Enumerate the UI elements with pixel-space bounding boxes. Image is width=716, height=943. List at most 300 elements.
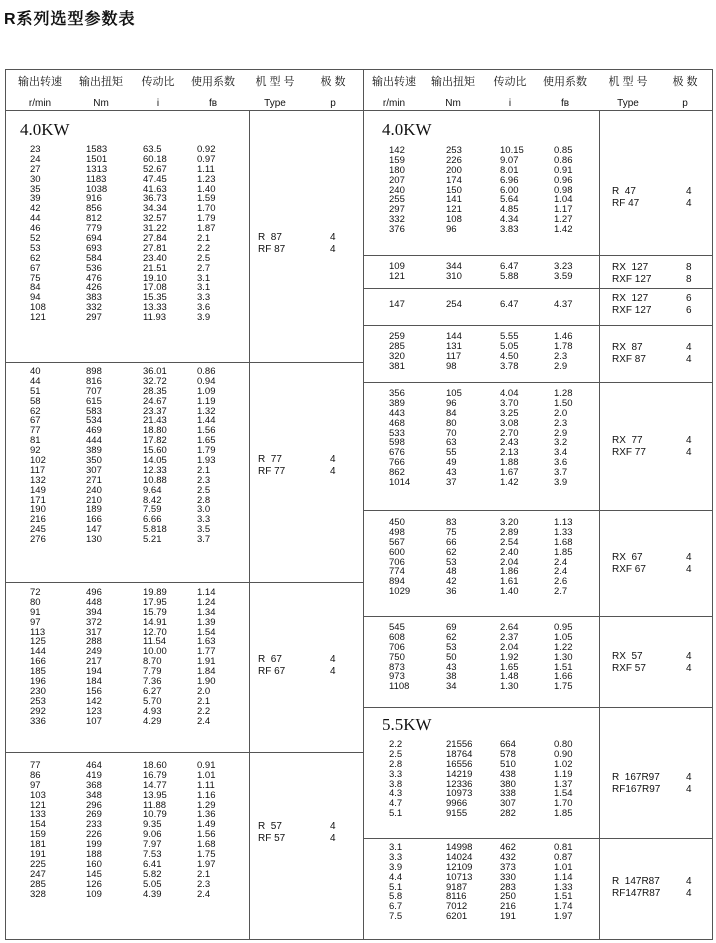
table-cell: 144 (30, 646, 46, 658)
section-heading-left: 4.0KW (20, 120, 70, 139)
pole-count: 4 (330, 454, 336, 465)
pole-count: 4 (686, 447, 692, 458)
right-group-4-torque-column (446, 332, 462, 372)
right-group-7-model (612, 651, 646, 675)
group-rule (5, 582, 363, 583)
table-cell: 3.4 (554, 447, 568, 459)
table-cell: 245 (30, 524, 46, 536)
group-rule (363, 838, 713, 839)
model-name: RXF 87 (612, 354, 646, 365)
model-name: R 147R87 (612, 876, 660, 887)
table-cell: 2.1 (197, 695, 211, 707)
table-cell: 3.7 (554, 467, 568, 479)
table-cell: 443 (389, 407, 405, 419)
right-group-3-factor-column (554, 300, 573, 310)
table-cell: 856 (86, 203, 102, 215)
table-cell: 2.1 (197, 868, 211, 880)
table-cell: 253 (446, 145, 462, 156)
table-cell: 4.7 (389, 798, 403, 810)
left-group-2-poles (330, 454, 336, 478)
table-cell: 62 (30, 405, 41, 417)
table-cell: 63 (446, 437, 457, 449)
table-cell: 50 (446, 651, 457, 663)
table-cell: 4.39 (143, 888, 162, 900)
table-cell: 7.36 (143, 676, 162, 688)
left-group-2-speed-column (30, 367, 46, 545)
table-cell: 1.13 (554, 517, 573, 528)
table-cell: 3.7 (197, 534, 211, 546)
table-cell: 14.77 (143, 779, 167, 791)
table-cell: 0.97 (197, 153, 216, 165)
table-cell: 2.4 (197, 888, 211, 900)
table-cell: 69 (446, 622, 457, 633)
table-cell: 774 (389, 566, 405, 578)
table-cell: 80 (30, 596, 41, 608)
table-cell: 2.0 (197, 685, 211, 697)
right-group-3-torque-column (446, 300, 462, 310)
right-group-5-torque-column (446, 389, 462, 488)
table-cell: 2.8 (197, 494, 211, 506)
table-cell: 11.93 (143, 312, 167, 324)
table-cell: 2.89 (500, 526, 519, 538)
table-cell: 1.30 (554, 651, 573, 663)
table-cell: 181 (30, 839, 46, 851)
table-cell: 55 (446, 447, 457, 459)
table-cell: 113 (30, 626, 46, 638)
table-cell: 141 (446, 194, 462, 206)
right-group-6-poles (686, 552, 692, 576)
table-cell: 30 (30, 173, 41, 185)
table-cell: 247 (30, 868, 46, 880)
pole-count: 4 (330, 666, 336, 677)
pole-count: 4 (686, 784, 692, 795)
table-cell: 159 (389, 154, 405, 166)
table-cell: 1.78 (554, 340, 573, 352)
left-model-divider (249, 110, 250, 582)
table-cell: 583 (86, 405, 102, 417)
table-cell: 5.64 (500, 194, 519, 206)
table-cell: 1.40 (500, 586, 519, 598)
table-cell: 7.59 (143, 504, 162, 516)
model-name: R 167R97 (612, 772, 660, 783)
table-cell: 108 (30, 302, 46, 314)
table-cell: 4.34 (500, 214, 519, 226)
table-cell: 2.2 (197, 705, 211, 717)
table-cell: 41.63 (143, 183, 167, 195)
table-cell: 48 (446, 566, 457, 578)
table-cell: 2.3 (554, 417, 568, 429)
table-cell: 476 (86, 272, 102, 284)
table-cell: 77 (30, 760, 41, 771)
table-cell: 96 (446, 397, 457, 409)
table-cell: 6.66 (143, 514, 162, 526)
table-cell: 3.5 (197, 524, 211, 536)
table-cell: 62 (446, 631, 457, 643)
left-group-2-model (258, 454, 285, 478)
table-cell: 10.00 (143, 646, 167, 658)
table-cell: 1.85 (554, 546, 573, 558)
table-cell: 16.79 (143, 769, 167, 781)
table-cell: 5.88 (500, 270, 519, 282)
table-cell: 2.43 (500, 437, 519, 449)
table-cell: 3.83 (500, 224, 519, 236)
table-cell: 23.37 (143, 405, 167, 417)
table-cell: 6.41 (143, 858, 162, 870)
table-cell: 894 (389, 576, 405, 588)
table-cell: 344 (446, 261, 462, 272)
table-cell: 62 (446, 546, 457, 558)
table-cell: 973 (389, 671, 405, 683)
table-cell: 188 (86, 849, 102, 861)
table-cell: 1.40 (197, 183, 216, 195)
table-cell: 121 (30, 799, 46, 811)
table-cell: 154 (30, 819, 46, 831)
table-cell: 1038 (86, 183, 108, 195)
table-cell: 1.17 (554, 204, 573, 216)
pole-count: 4 (686, 888, 692, 899)
table-cell: 97 (30, 779, 41, 791)
right-group-8-poles (686, 772, 692, 796)
pole-count: 4 (686, 552, 692, 563)
right-group-1-torque-column (446, 146, 462, 235)
table-cell: 1.68 (197, 839, 216, 851)
header-poles: 极 数 p (320, 76, 346, 109)
header-factor-r: 使用系数 fʙ (543, 76, 587, 109)
table-cell: 217 (86, 656, 102, 668)
table-cell: 75 (446, 526, 457, 538)
right-group-1-poles (686, 186, 692, 210)
table-cell: 598 (389, 437, 405, 449)
table-cell: 230 (30, 685, 46, 697)
table-cell: 3.9 (197, 312, 211, 324)
table-cell: 83 (446, 517, 457, 528)
group-rule (363, 510, 713, 511)
table-cell: 70 (446, 427, 457, 439)
table-cell: 1.87 (197, 223, 216, 235)
table-cell: 34 (446, 681, 457, 693)
table-cell: 536 (86, 262, 102, 274)
table-cell: 3.1 (197, 272, 211, 284)
table-cell: 271 (86, 474, 102, 486)
table-cell: 2.6 (554, 576, 568, 588)
table-cell: 142 (86, 695, 102, 707)
table-cell: 174 (446, 174, 462, 186)
table-cell: 3.2 (554, 437, 568, 449)
left-group-4-factor-column (197, 761, 216, 899)
table-cell: 2.54 (500, 536, 519, 548)
table-cell: 5.1 (389, 808, 403, 820)
header-factor: 使用系数 fʙ (191, 76, 235, 109)
table-cell: 2.1 (197, 233, 211, 245)
table-cell: 1.11 (197, 779, 215, 791)
table-cell: 694 (86, 233, 102, 245)
table-cell: 706 (389, 641, 405, 653)
table-cell: 1.39 (197, 616, 216, 628)
table-cell: 2.3 (197, 474, 211, 486)
table-cell: 332 (389, 214, 405, 226)
table-cell: 21556 (446, 739, 473, 750)
right-group-1-ratio-column (500, 146, 524, 235)
table-cell: 18.60 (143, 760, 167, 771)
table-cell: 10.15 (500, 145, 524, 156)
table-cell: 63.5 (143, 144, 162, 155)
pole-count: 4 (686, 342, 692, 353)
table-cell: 10713 (446, 871, 473, 883)
table-cell: 49 (446, 457, 457, 469)
table-cell: 150 (446, 184, 462, 196)
table-cell: 28.35 (143, 385, 167, 397)
table-cell: 15.79 (143, 606, 167, 618)
table-cell: 533 (389, 427, 405, 439)
table-cell: 17.82 (143, 435, 167, 447)
table-cell: 1.75 (197, 849, 216, 861)
table-cell: 8.01 (500, 164, 519, 176)
table-cell: 1.51 (554, 891, 573, 903)
table-cell: 10.79 (143, 809, 167, 821)
right-group-6-torque-column (446, 518, 457, 597)
table-cell: 21.51 (143, 262, 167, 274)
header-ratio-r: 传动比 i (493, 76, 527, 109)
pole-count: 4 (330, 821, 336, 832)
table-cell: 117 (30, 464, 46, 476)
model-name: RXF 77 (612, 447, 646, 458)
table-cell: 121 (30, 312, 46, 324)
table-cell: 2.8 (389, 758, 403, 770)
model-name: RX 57 (612, 651, 643, 662)
right-group-1-speed-column (389, 146, 405, 235)
table-cell: 24 (30, 153, 41, 165)
table-cell: 297 (86, 312, 102, 324)
model-name: R 67 (258, 654, 282, 665)
table-cell: 259 (389, 331, 405, 342)
table-cell: 6.00 (500, 184, 519, 196)
table-cell: 285 (389, 340, 405, 352)
table-cell: 2.04 (500, 556, 519, 568)
pole-count: 4 (330, 654, 336, 665)
table-cell: 1.42 (554, 224, 573, 236)
table-cell: 444 (86, 435, 102, 447)
right-group-3-poles (686, 293, 692, 317)
header-torque-r: 输出扭矩 Nm (431, 76, 475, 109)
table-cell: 190 (30, 504, 46, 516)
right-group-9-poles (686, 876, 692, 900)
table-cell: 105 (446, 388, 462, 399)
table-cell: 2.37 (500, 631, 519, 643)
table-cell: 194 (86, 666, 102, 678)
model-name: RX 87 (612, 342, 643, 353)
table-cell: 1.30 (500, 681, 519, 693)
table-cell: 1.63 (197, 636, 216, 648)
right-group-9-model (612, 876, 660, 900)
table-cell: 389 (86, 445, 102, 457)
table-cell: 1.59 (197, 193, 216, 205)
table-cell: 779 (86, 223, 102, 235)
table-cell: 2.7 (554, 586, 568, 598)
table-cell: 5.05 (143, 878, 162, 890)
table-cell: 1.70 (554, 798, 573, 810)
left-group-4-poles (330, 821, 336, 845)
right-group-6-speed-column (389, 518, 410, 597)
section-heading-right-2: 5.5KW (382, 715, 432, 734)
table-cell: 91 (30, 606, 41, 618)
table-cell: 255 (389, 194, 405, 206)
table-cell: 43 (446, 661, 457, 673)
table-cell: 380 (500, 778, 516, 790)
table-cell: 1.27 (554, 214, 573, 226)
center-divider (363, 69, 364, 940)
table-cell: 21.43 (143, 415, 167, 427)
table-cell: 468 (389, 417, 405, 429)
table-cell: 1.42 (500, 477, 519, 489)
table-cell: 52.67 (143, 163, 167, 175)
table-cell: 3.9 (389, 861, 403, 873)
table-cell: 166 (86, 514, 102, 526)
table-cell: 1.48 (500, 671, 519, 683)
table-cell: 13.33 (143, 302, 167, 314)
table-cell: 1.85 (554, 808, 573, 820)
pole-count: 4 (686, 876, 692, 887)
table-cell: 2.5 (197, 252, 211, 264)
table-cell: 191 (500, 911, 516, 923)
table-cell: 916 (86, 193, 102, 205)
page-title: R系列选型参数表 (4, 11, 136, 28)
table-cell: 36 (446, 586, 457, 598)
table-cell: 1029 (389, 586, 411, 598)
pole-count: 6 (686, 293, 692, 304)
table-cell: 1.01 (554, 861, 573, 873)
table-cell: 1.19 (554, 768, 573, 780)
table-cell: 310 (446, 270, 462, 282)
table-cell: 1014 (389, 477, 411, 489)
table-cell: 14219 (446, 768, 473, 780)
left-group-3-factor-column (197, 588, 216, 726)
table-cell: 7012 (446, 901, 468, 913)
table-cell: 0.98 (554, 184, 573, 196)
table-cell: 6.96 (500, 174, 519, 186)
table-cell: 0.91 (554, 164, 573, 176)
table-cell: 81 (30, 435, 41, 447)
table-cell: 3.70 (500, 397, 519, 409)
table-cell: 3.59 (554, 270, 573, 282)
table-cell: 145 (86, 868, 102, 880)
table-cell: 1.28 (554, 388, 573, 399)
right-group-8-speed-column (389, 740, 402, 819)
pole-count: 6 (686, 305, 692, 316)
table-cell: 2.1 (197, 464, 211, 476)
table-cell: 534 (86, 415, 102, 427)
table-cell: 0.87 (554, 851, 573, 863)
table-cell: 132 (30, 474, 46, 486)
table-cell: 419 (86, 769, 102, 781)
right-group-4-ratio-column (500, 332, 519, 372)
table-cell: 94 (30, 292, 41, 304)
table-cell: 1.14 (197, 587, 216, 598)
pole-count: 4 (330, 833, 336, 844)
right-group-7-poles (686, 651, 692, 675)
left-group-1-factor-column (197, 145, 216, 323)
table-cell: 72 (30, 587, 41, 598)
table-cell: 15.35 (143, 292, 167, 304)
table-cell: 2.4 (197, 715, 211, 727)
table-cell: 296 (86, 799, 102, 811)
right-group-7-torque-column (446, 623, 457, 692)
table-cell: 1.05 (554, 631, 573, 643)
pole-count: 4 (686, 186, 692, 197)
table-cell: 14998 (446, 842, 473, 853)
table-cell: 498 (389, 526, 405, 538)
table-cell: 276 (30, 534, 46, 546)
left-group-1-torque-column (86, 145, 107, 323)
table-cell: 0.90 (554, 748, 573, 760)
table-cell: 9.64 (143, 484, 162, 496)
table-cell: 1.56 (197, 829, 216, 841)
table-cell: 133 (30, 809, 46, 821)
table-cell: 24.67 (143, 395, 167, 407)
table-cell: 5.21 (143, 534, 162, 546)
table-cell: 2.64 (500, 622, 519, 633)
right-group-2-factor-column (554, 262, 573, 282)
table-cell: 464 (86, 760, 102, 771)
table-cell: 373 (500, 861, 516, 873)
table-cell: 12109 (446, 861, 473, 873)
table-cell: 13.95 (143, 789, 167, 801)
model-name: RXF 127 (612, 305, 652, 316)
table-cell: 1.29 (197, 799, 216, 811)
table-cell: 766 (389, 457, 405, 469)
group-rule (363, 616, 713, 617)
table-cell: 330 (500, 871, 516, 883)
table-cell: 84 (446, 407, 457, 419)
model-name: RXF 57 (612, 663, 646, 674)
right-group-6-model (612, 552, 646, 576)
table-cell: 80 (446, 417, 457, 429)
table-cell: 1.02 (554, 758, 573, 770)
table-cell: 332 (86, 302, 102, 314)
table-cell: 0.91 (197, 760, 216, 771)
table-cell: 5.818 (143, 524, 167, 536)
table-cell: 2.9 (554, 427, 568, 439)
table-cell: 1.74 (554, 901, 573, 913)
table-cell: 285 (30, 878, 46, 890)
table-cell: 27.81 (143, 242, 167, 254)
table-cell: 7.97 (143, 839, 162, 851)
table-cell: 1.14 (554, 871, 573, 883)
header-model: 机 型 号 Type (255, 76, 295, 109)
table-cell: 254 (446, 299, 462, 310)
table-cell: 10.88 (143, 474, 167, 486)
table-cell: 3.3 (389, 851, 403, 863)
table-cell: 9966 (446, 798, 468, 810)
table-cell: 3.6 (197, 302, 211, 314)
table-cell: 2.4 (554, 556, 568, 568)
table-cell: 18.80 (143, 425, 167, 437)
header-ratio: 传动比 i (141, 76, 175, 109)
table-cell: 216 (30, 514, 46, 526)
table-cell: 1.33 (554, 881, 573, 893)
group-rule (363, 382, 713, 383)
table-cell: 0.80 (554, 739, 573, 750)
table-cell: 2.7 (197, 262, 211, 274)
table-cell: 117 (446, 350, 462, 362)
model-name: R 77 (258, 454, 282, 465)
table-cell: 147 (86, 524, 102, 536)
table-cell: 873 (389, 661, 405, 673)
header-torque: 输出扭矩 Nm (79, 76, 123, 109)
table-cell: 123 (86, 705, 102, 717)
right-group-1-model (612, 186, 639, 210)
right-group-7-factor-column (554, 623, 573, 692)
table-cell: 1.16 (197, 789, 216, 801)
